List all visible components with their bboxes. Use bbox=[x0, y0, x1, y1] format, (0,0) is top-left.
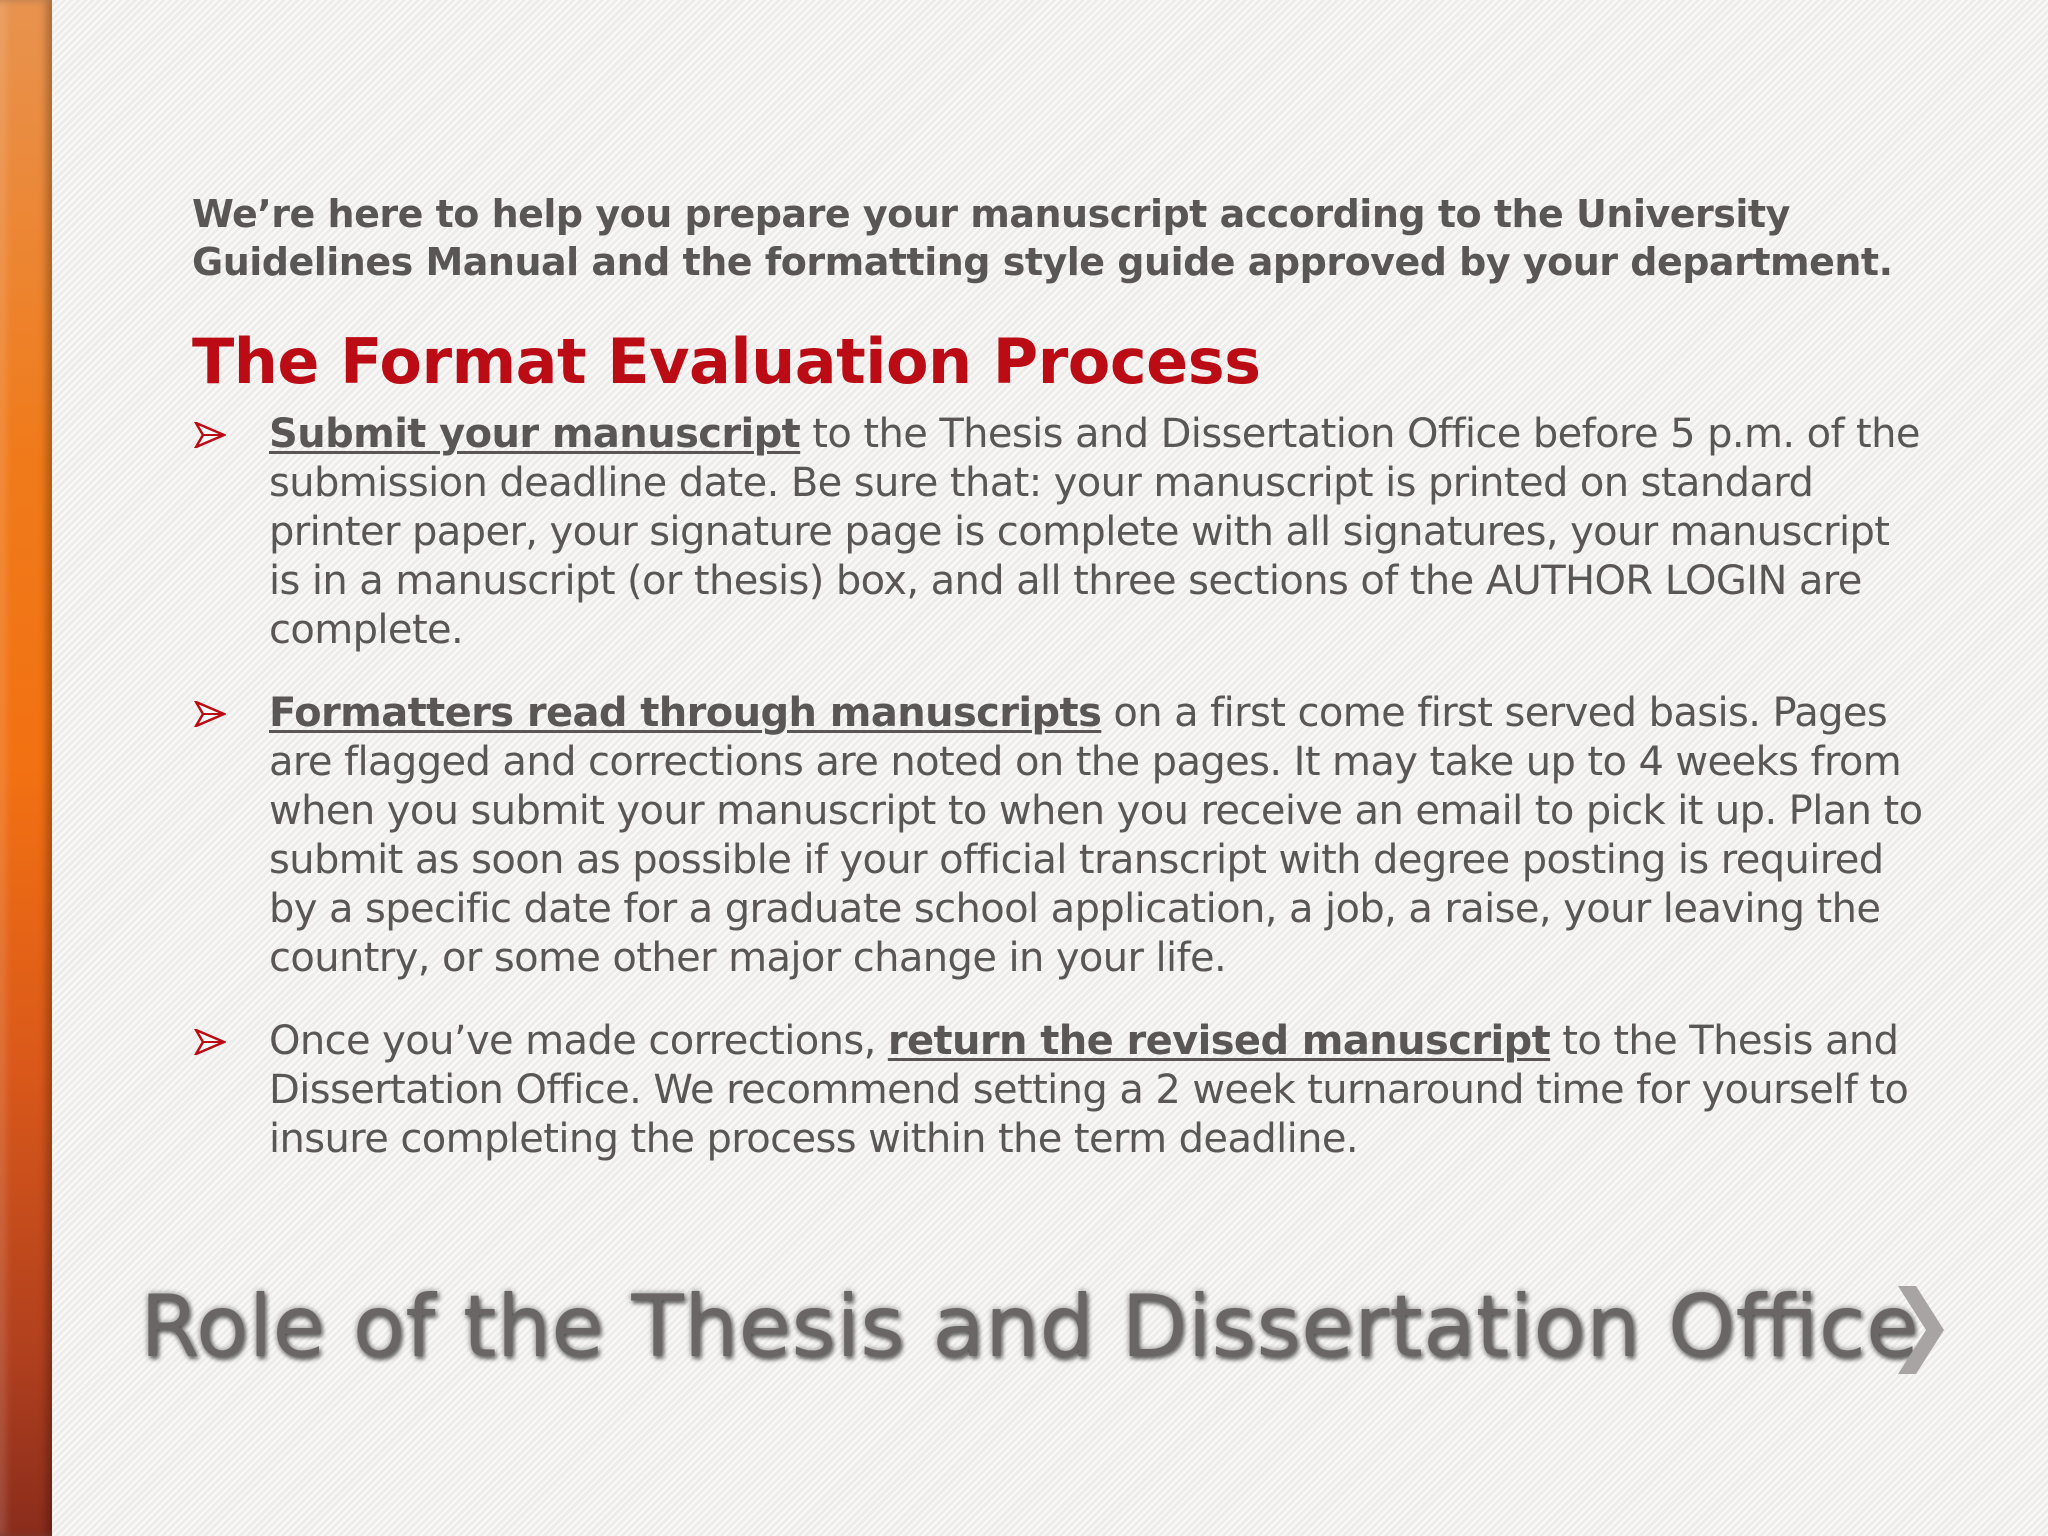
arrowhead-bullet-icon bbox=[194, 701, 226, 727]
bullet-post-text: to the Thesis and Dissertation Office. We recommend setting a 2 week turnaround time for yourself to insure completing the process within the term deadline. bbox=[269, 1018, 1909, 1162]
bullet-pre-text: Once you’ve made corrections, bbox=[269, 1018, 888, 1064]
process-bullet-list bbox=[192, 410, 1932, 1164]
arrowhead-bullet-icon bbox=[194, 1029, 226, 1055]
section-heading: The Format Evaluation Process bbox=[192, 325, 1261, 398]
decorative-side-bar bbox=[0, 0, 52, 1536]
chevron-right-icon bbox=[1890, 1282, 1950, 1378]
bullet-item-formatters bbox=[192, 689, 1932, 983]
bullet-emphasis: Submit your manuscript bbox=[269, 411, 801, 457]
bullet-emphasis: Formatters read through manuscripts bbox=[269, 690, 1102, 736]
slide-title: Role of the Thesis and Dissertation Office bbox=[140, 1277, 1919, 1377]
intro-paragraph: We’re here to help you prepare your manuscript according to the University Guidelines Manual and the formatting style guide approved by your department. bbox=[192, 192, 1893, 284]
slide-content bbox=[192, 190, 1932, 1198]
bullet-item-submit bbox=[192, 410, 1932, 655]
bullet-item-return bbox=[192, 1017, 1932, 1164]
bullet-post-text: to the Thesis and Dissertation Office before 5 p.m. of the submission deadline date. Be sure that: your manuscript is printed on standard printer paper, your signature page is complete with all signatures, your manuscript is in a manuscript (or thesis) box, and all three sections of the AUTHOR LOGIN are complete. bbox=[269, 411, 1920, 653]
bullet-emphasis: return the revised manuscript bbox=[887, 1018, 1551, 1064]
bullet-post-text: on a first come first served basis. Pages are flagged and corrections are noted on the pages. It may take up to 4 weeks from when you submit your manuscript to when you receive an email to pick it up. Plan to submit as soon as possible if your official transcript with degree posting is required by a specific date for a graduate school application, a job, a raise, your leaving the country, or some other major change in your life. bbox=[269, 690, 1923, 981]
arrowhead-bullet-icon bbox=[194, 422, 226, 448]
